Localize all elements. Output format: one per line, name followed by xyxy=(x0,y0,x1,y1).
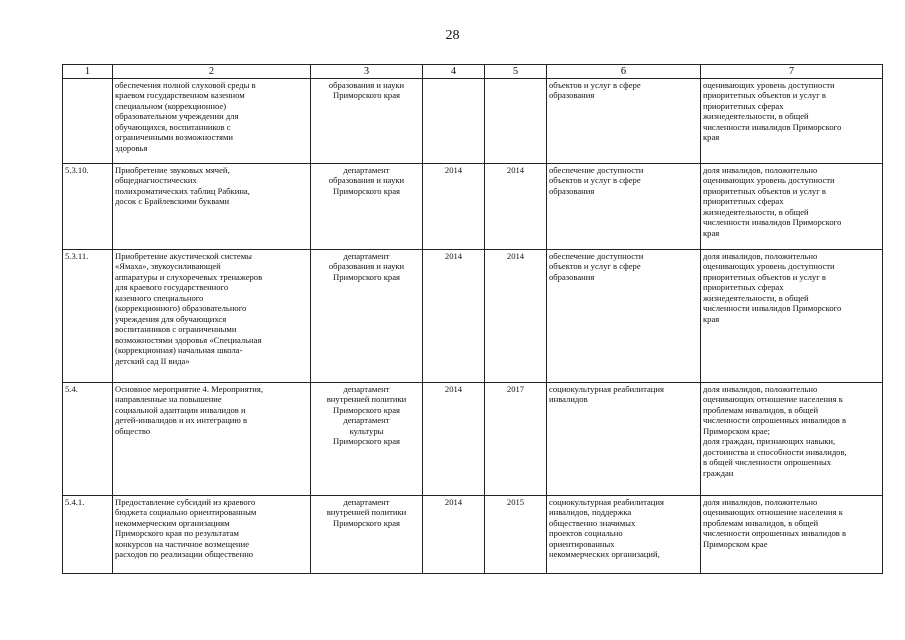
cell-start-year: 2014 xyxy=(423,250,485,383)
table-row xyxy=(63,496,883,574)
cell-result: обеспечение доступности объектов и услуг в сфере образования xyxy=(547,250,701,383)
cell-result: обеспечение доступности объектов и услуг в сфере образования xyxy=(547,164,701,250)
table-row xyxy=(63,250,883,383)
table-row xyxy=(63,164,883,250)
cell-start-year: 2014 xyxy=(423,383,485,496)
column-header: 7 xyxy=(701,65,883,79)
column-header: 6 xyxy=(547,65,701,79)
cell-number xyxy=(63,79,113,164)
page-number: 28 xyxy=(445,28,460,43)
cell-indicator: оценивающих уровень доступности приоритетных объектов и услуг в приоритетных сферах жизнедеятельности, в общей численности инвалидов Приморского края xyxy=(701,79,883,164)
cell-end-year: 2014 xyxy=(485,164,547,250)
cell-activity: обеспечения полной слуховой среды в краевом государственном казенном специальном (коррекционное) образовательном учреждении для обучающихся, воспитанников с ограниченными возможностями здоровья xyxy=(113,79,311,164)
cell-executor: департамент образования и науки Приморского края xyxy=(311,164,423,250)
column-header: 4 xyxy=(423,65,485,79)
cell-executor: образования и науки Приморского края xyxy=(311,79,423,164)
cell-start-year xyxy=(423,79,485,164)
cell-indicator: доля инвалидов, положительно оценивающих отношение населения к проблемам инвалидов, в общей численности опрошенных инвалидов в Приморском крае; доля граждан, признающих навыки, достоинства и способности инвалидов, в общей численности опрошенных граждан xyxy=(701,383,883,496)
cell-activity: Предоставление субсидий из краевого бюджета социально ориентированным некоммерческим организациям Приморского края по результатам конкурсов на частичное возмещение расходов по реализации общественно xyxy=(113,496,311,574)
table-row xyxy=(63,383,883,496)
cell-number: 5.3.10. xyxy=(63,164,113,250)
table-row xyxy=(63,79,883,164)
cell-result: объектов и услуг в сфере образования xyxy=(547,79,701,164)
cell-end-year: 2014 xyxy=(485,250,547,383)
cell-number: 5.3.11. xyxy=(63,250,113,383)
cell-result: социокультурная реабилитация инвалидов, поддержка общественно значимых проектов социально ориентированных некоммерческих организаций, xyxy=(547,496,701,574)
header-row xyxy=(63,65,883,79)
cell-start-year: 2014 xyxy=(423,496,485,574)
cell-executor: департамент внутренней политики Приморского края xyxy=(311,496,423,574)
cell-activity: Основное мероприятие 4. Мероприятия, направленные на повышение социальной адаптации инвалидов и детей-инвалидов и их интеграцию в общество xyxy=(113,383,311,496)
cell-indicator: доля инвалидов, положительно оценивающих уровень доступности приоритетных объектов и услуг в приоритетных сферах жизнедеятельности, в общей численности инвалидов Приморского края xyxy=(701,250,883,383)
column-header: 5 xyxy=(485,65,547,79)
cell-end-year xyxy=(485,79,547,164)
cell-executor: департамент внутренней политики Приморского края департамент культуры Приморского края xyxy=(311,383,423,496)
cell-executor: департамент образования и науки Приморского края xyxy=(311,250,423,383)
activities-table xyxy=(62,64,883,574)
cell-result: социокультурная реабилитация инвалидов xyxy=(547,383,701,496)
cell-indicator: доля инвалидов, положительно оценивающих отношение населения к проблемам инвалидов, в общей численности опрошенных инвалидов в Приморском крае xyxy=(701,496,883,574)
cell-end-year: 2017 xyxy=(485,383,547,496)
column-header: 1 xyxy=(63,65,113,79)
cell-number: 5.4. xyxy=(63,383,113,496)
column-header: 3 xyxy=(311,65,423,79)
cell-start-year: 2014 xyxy=(423,164,485,250)
cell-activity: Приобретение акустической системы «Ямаха», звукоусиливающей аппаратуры и слухоречевых тренажеров для краевого государственного казенного специального (коррекционного) образовательного учреждения для обучающихся воспитанников с ограниченными возможностями здоровья «Специальная (коррекционная) начальная школа- детский сад II вида» xyxy=(113,250,311,383)
cell-number: 5.4.1. xyxy=(63,496,113,574)
column-header: 2 xyxy=(113,65,311,79)
cell-end-year: 2015 xyxy=(485,496,547,574)
cell-activity: Приобретение звуковых мячей, общедиагностических полихроматических таблиц Рабкина, досок с Брайлевскими буквами xyxy=(113,164,311,250)
cell-indicator: доля инвалидов, положительно оценивающих уровень доступности приоритетных объектов и услуг в приоритетных сферах жизнедеятельности, в общей численности инвалидов Приморского края xyxy=(701,164,883,250)
